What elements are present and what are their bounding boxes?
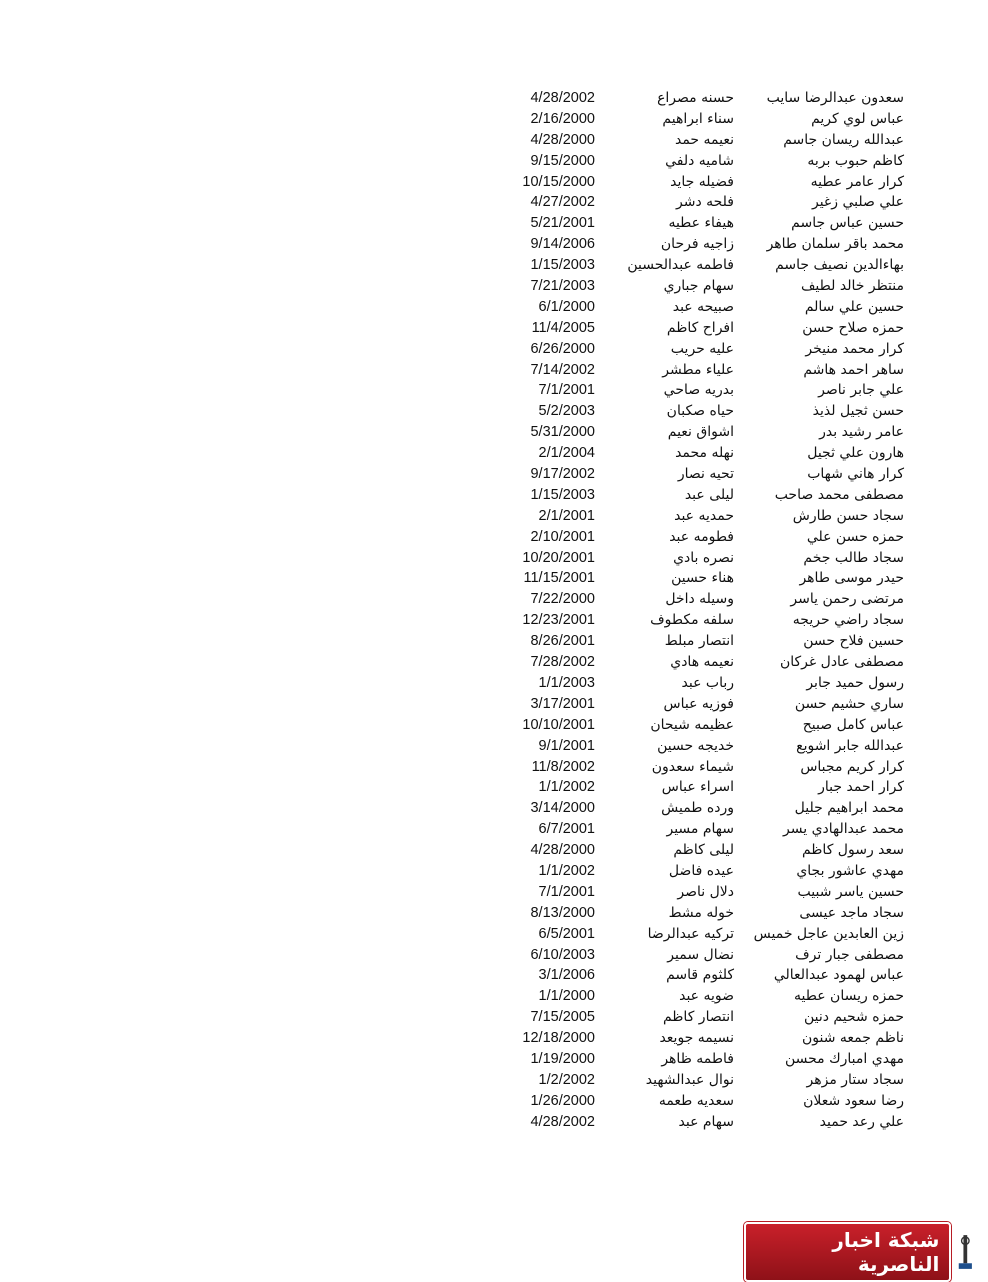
mother-name: دلال ناصر: [677, 883, 734, 900]
birth-date: 5/21/2001: [530, 215, 595, 232]
mother-name: ضويه عبد: [679, 988, 734, 1005]
mother-name: تحيه نصار: [677, 466, 734, 483]
birth-date: 9/17/2002: [530, 466, 595, 483]
mother-name: فضيله جايد: [670, 173, 734, 190]
student-name: سعدون عبدالرضا سايب: [766, 90, 904, 106]
birth-date: 4/28/2002: [530, 1113, 595, 1130]
record-row: [0, 1049, 988, 1070]
birth-date: 10/10/2001: [522, 716, 595, 733]
student-name: عبدالله جابر اشويع: [796, 737, 904, 754]
mother-name: ليلى كاظم: [673, 842, 734, 859]
birth-date: 4/28/2000: [530, 131, 595, 148]
birth-date: 5/31/2000: [530, 424, 595, 441]
mother-name: شيماء سعدون: [651, 758, 734, 775]
record-row: [0, 255, 988, 276]
mother-name: حسنه مصراع: [657, 90, 734, 106]
student-name: هارون علي ثجيل: [807, 445, 904, 462]
mother-name: خوله مشط: [668, 904, 734, 921]
birth-date: 2/1/2001: [538, 507, 595, 524]
record-row: [0, 422, 988, 443]
mother-name: نهله محمد: [675, 445, 734, 462]
mother-name: نصره بادي: [673, 549, 734, 566]
record-row: [0, 986, 988, 1007]
student-name: حمزه شحيم دنين: [803, 1009, 904, 1026]
record-row: [0, 882, 988, 903]
student-name: حسن ثجيل لذيذ: [812, 403, 904, 420]
student-name: ناظم جمعه شنون: [802, 1030, 904, 1047]
record-row: [0, 234, 988, 255]
record-row: [0, 276, 988, 297]
birth-date: 7/1/2001: [538, 883, 595, 900]
student-name: كرار محمد منيخر: [805, 340, 904, 357]
birth-date: 8/13/2000: [530, 904, 595, 921]
birth-date: 7/1/2001: [538, 382, 595, 399]
student-name: منتظر خالد لطيف: [800, 278, 904, 295]
record-row: [0, 151, 988, 172]
mother-name: هناء حسين: [671, 570, 734, 587]
record-row: [0, 1028, 988, 1049]
birth-date: 11/15/2001: [523, 570, 595, 587]
birth-date: 9/15/2000: [530, 152, 595, 169]
record-row: [0, 861, 988, 882]
record-row: [0, 673, 988, 694]
student-name: كرار كريم مجباس: [800, 758, 904, 775]
birth-date: 2/10/2001: [530, 528, 595, 545]
student-name: مرتضى رحمن ياسر: [790, 591, 904, 608]
mother-name: بدريه صاحي: [663, 382, 734, 399]
mother-name: عليه حريب: [670, 340, 734, 357]
birth-date: 3/17/2001: [530, 695, 595, 712]
student-name: حسين عباس جاسم: [791, 215, 904, 232]
birth-date: 1/1/2002: [538, 862, 595, 879]
student-name: كاظم حبوب بربه: [807, 152, 904, 169]
mother-name: سلفه مكطوف: [650, 612, 734, 629]
birth-date: 10/15/2000: [522, 173, 595, 190]
mother-name: نعيمه حمد: [674, 131, 734, 148]
birth-date: 12/23/2001: [522, 612, 595, 629]
student-name: ساري حشيم حسن: [794, 695, 904, 712]
student-name: حسين فلاح حسن: [803, 633, 904, 650]
student-name: سجاد طالب جخم: [803, 549, 904, 566]
mother-name: حياه صكبان: [666, 403, 734, 420]
student-name: حمزه صلاح حسن: [802, 319, 904, 336]
mother-name: اشواق نعيم: [667, 424, 734, 441]
record-row: [0, 777, 988, 798]
record-row: [0, 589, 988, 610]
student-name: ساهر احمد هاشم: [803, 361, 904, 378]
student-name: مهدي امبارك محسن: [784, 1050, 904, 1067]
student-name: زين العابدين عاجل خميس: [753, 925, 904, 942]
mother-name: رباب عبد: [681, 674, 734, 691]
student-name: كرار عامر عطيه: [810, 173, 904, 190]
mother-name: سهام مسير: [666, 821, 734, 838]
student-name: عباس لهمود عبدالعالي: [773, 967, 904, 984]
student-name: مهدي عاشور بجاي: [796, 862, 904, 879]
student-name: حسين ياسر شبيب: [797, 883, 904, 900]
birth-date: 7/15/2005: [530, 1009, 595, 1026]
mother-name: نعيمه هادي: [670, 654, 734, 671]
mother-name: اسراء عباس: [661, 779, 734, 796]
birth-date: 6/10/2003: [530, 946, 595, 963]
record-row: [0, 1070, 988, 1091]
record-row: [0, 798, 988, 819]
mother-name: فلحه دشر: [675, 194, 734, 211]
record-row: [0, 694, 988, 715]
mother-name: تركيه عبدالرضا: [647, 925, 734, 942]
birth-date: 6/1/2000: [538, 298, 595, 315]
record-row: [0, 652, 988, 673]
student-name: حمزه ريسان عطيه: [794, 988, 904, 1005]
record-row: [0, 297, 988, 318]
student-name: حسين علي سالم: [804, 298, 904, 315]
student-name: رضا سعود شعلان: [803, 1092, 904, 1109]
mother-name: عظيمه شيحان: [650, 716, 734, 733]
record-row: [0, 757, 988, 778]
birth-date: 7/22/2000: [530, 591, 595, 608]
student-name: مصطفى محمد صاحب: [774, 486, 904, 503]
student-name: سجاد راضي حريجه: [792, 612, 904, 629]
student-name: كرار هاني شهاب: [807, 466, 904, 483]
record-row: [0, 318, 988, 339]
minaret-icon: [955, 1232, 976, 1272]
record-row: [0, 715, 988, 736]
mother-name: شاميه دلفي: [665, 152, 734, 169]
record-row: [0, 736, 988, 757]
birth-date: 8/26/2001: [530, 633, 595, 650]
student-name: عباس لوي كريم: [811, 110, 904, 127]
record-row: [0, 401, 988, 422]
mother-name: سهام جباري: [663, 278, 734, 295]
student-name: عامر رشيد بدر: [819, 424, 904, 441]
birth-date: 4/27/2002: [530, 194, 595, 211]
record-row: [0, 130, 988, 151]
student-name: سعد رسول كاظم: [801, 842, 904, 859]
record-row: [0, 380, 988, 401]
record-row: [0, 945, 988, 966]
mother-name: هيفاء عطيه: [668, 215, 734, 232]
birth-date: 3/14/2000: [530, 800, 595, 817]
mother-name: سناء ابراهيم: [662, 110, 734, 127]
record-row: [0, 568, 988, 589]
record-row: [0, 840, 988, 861]
student-name: حيدر موسى طاهر: [799, 570, 904, 587]
birth-date: 2/16/2000: [530, 110, 595, 127]
record-row: [0, 443, 988, 464]
mother-name: زاجيه فرحان: [660, 236, 734, 253]
mother-name: سعديه طعمه: [658, 1092, 734, 1109]
mother-name: فوزيه عباس: [663, 695, 734, 712]
birth-date: 4/28/2000: [530, 842, 595, 859]
mother-name: انتصار مبلط: [664, 633, 734, 650]
mother-name: انتصار كاظم: [662, 1009, 734, 1026]
mother-name: سهام عبد: [678, 1113, 734, 1130]
mother-name: ليلى عبد: [684, 486, 734, 503]
mother-name: صبيحه عبد: [672, 298, 734, 315]
record-row: [0, 506, 988, 527]
record-row: [0, 965, 988, 986]
record-row: [0, 527, 988, 548]
birth-date: 3/1/2006: [538, 967, 595, 984]
mother-name: نوال عبدالشهيد: [645, 1071, 734, 1088]
birth-date: 1/1/2002: [538, 779, 595, 796]
record-row: [0, 172, 988, 193]
birth-date: 1/2/2002: [538, 1071, 595, 1088]
student-name: علي جابر ناصر: [818, 382, 904, 399]
student-name: محمد باقر سلمان طاهر: [766, 236, 904, 253]
birth-date: 6/26/2000: [530, 340, 595, 357]
student-name: كرار احمد جبار: [818, 779, 904, 796]
birth-date: 6/7/2001: [538, 821, 595, 838]
record-row: [0, 339, 988, 360]
student-name: علي رعد حميد: [819, 1113, 904, 1130]
record-row: [0, 819, 988, 840]
birth-date: 7/14/2002: [530, 361, 595, 378]
mother-name: فاطمه ظاهر: [661, 1050, 734, 1067]
birth-date: 7/21/2003: [530, 278, 595, 295]
mother-name: افراح كاظم: [666, 319, 734, 336]
student-name: بهاءالدين نصيف جاسم: [775, 257, 904, 274]
mother-name: وسيله داخل: [665, 591, 734, 608]
record-row: [0, 485, 988, 506]
birth-date: 1/1/2000: [538, 988, 595, 1005]
birth-date: 9/1/2001: [538, 737, 595, 754]
record-row: [0, 1007, 988, 1028]
record-row: [0, 464, 988, 485]
mother-name: فطومه عبد: [669, 528, 734, 545]
watermark-logo: [744, 1230, 976, 1274]
record-row: [0, 1112, 988, 1133]
record-row: [0, 360, 988, 381]
student-name: سجاد ماجد عيسى: [799, 904, 904, 921]
birth-date: 12/18/2000: [522, 1030, 595, 1047]
student-name: رسول حميد جابر: [806, 674, 904, 691]
student-name: محمد ابراهيم جليل: [794, 800, 904, 817]
record-row: [0, 192, 988, 213]
birth-date: 7/28/2002: [530, 654, 595, 671]
mother-name: نسيمه جويعد: [659, 1030, 734, 1047]
birth-date: 11/4/2005: [531, 319, 595, 336]
mother-name: علياء مطشر: [662, 361, 734, 378]
record-row: [0, 88, 988, 109]
birth-date: 9/14/2006: [530, 236, 595, 253]
student-name: سجاد حسن طارش: [792, 507, 904, 524]
student-name: مصطفى عادل غركان: [779, 654, 904, 671]
record-row: [0, 610, 988, 631]
student-name: عبدالله ريسان جاسم: [783, 131, 904, 148]
mother-name: حمديه عبد: [674, 507, 734, 524]
record-row: [0, 548, 988, 569]
birth-date: 1/26/2000: [530, 1092, 595, 1109]
record-row: [0, 109, 988, 130]
student-name: علي صلبي زغير: [811, 194, 904, 211]
birth-date: 5/2/2003: [538, 403, 595, 420]
birth-date: 6/5/2001: [538, 925, 595, 942]
birth-date: 1/1/2003: [538, 674, 595, 691]
mother-name: عيده فاضل: [668, 862, 734, 879]
student-name: محمد عبدالهادي يسر: [783, 821, 904, 838]
birth-date: 1/15/2003: [530, 486, 595, 503]
record-row: [0, 213, 988, 234]
mother-name: كلثوم قاسم: [666, 967, 734, 984]
student-name: عباس كامل صبيح: [802, 716, 904, 733]
mother-name: خديجه حسين: [657, 737, 734, 754]
student-name: حمزه حسن علي: [806, 528, 904, 545]
records-list: [0, 88, 988, 1133]
mother-name: فاطمه عبدالحسين: [627, 257, 734, 274]
record-row: [0, 631, 988, 652]
record-row: [0, 1091, 988, 1112]
birth-date: 1/19/2000: [530, 1050, 595, 1067]
birth-date: 1/15/2003: [530, 257, 595, 274]
watermark-text: شبكة اخبار الناصرية: [744, 1222, 951, 1282]
record-row: [0, 924, 988, 945]
student-name: سجاد ستار مزهر: [806, 1071, 904, 1088]
birth-date: 4/28/2002: [530, 90, 595, 106]
mother-name: ورده طميش: [661, 800, 734, 817]
mother-name: نضال سمير: [667, 946, 734, 963]
birth-date: 2/1/2004: [538, 445, 595, 462]
record-row: [0, 903, 988, 924]
birth-date: 11/8/2002: [531, 758, 595, 775]
birth-date: 10/20/2001: [522, 549, 595, 566]
student-name: مصطفى جبار ترف: [795, 946, 904, 963]
